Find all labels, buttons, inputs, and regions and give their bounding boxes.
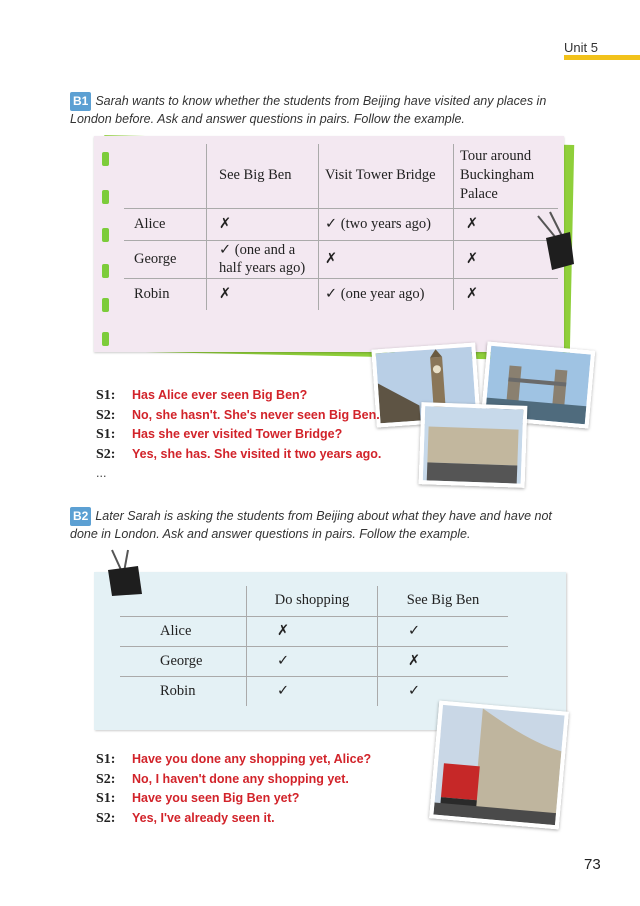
b1-header-tour-buckingham: Tour around Buckingham Palace [454,144,559,208]
cell-tower-bridge: ✓ (one year ago) [319,278,454,310]
b1-instruction-line1: Sarah wants to know whether the students from Beijing have visited any places in [95,94,547,108]
cell-do-shopping: ✓ [247,646,378,676]
cell-see-big-ben: ✗ [378,646,509,676]
binder-ring [102,190,109,204]
b2-header-do-shopping: Do shopping [247,586,378,616]
b1-header-row [124,144,558,208]
b1-badge: B1 [70,92,91,111]
row-name: Alice [120,616,247,646]
b1-instruction-line2: London before. Ask and answer questions in pairs. Follow the example. [70,112,465,126]
b1-instruction [70,92,590,128]
row-name: George [124,240,207,278]
row-name: Robin [124,278,207,310]
b2-header-row [120,586,508,616]
unit-bar [564,55,640,60]
table-row [124,240,558,278]
unit-label: Unit 5 [564,40,598,55]
b1-dialogue [96,386,381,484]
dialogue-line: S2: Yes, I've already seen it. [96,810,275,826]
cell-see-big-ben: ✗ [207,208,319,240]
cell-buckingham: ✗ [454,208,559,240]
cell-tower-bridge: ✗ [319,240,454,278]
dialogue-line: S2: No, I haven't done any shopping yet. [96,771,349,787]
binder-ring [102,264,109,278]
row-name: Alice [124,208,207,240]
cell-see-big-ben: ✓ [378,616,509,646]
b2-instruction-line1: Later Sarah is asking the students from Beijing about what they have and have not [95,509,552,523]
table-row [124,208,558,240]
b2-table [120,586,508,706]
dialogue-line: S1: Has Alice ever seen Big Ben? [96,388,308,403]
cell-do-shopping: ✗ [247,616,378,646]
dialogue-line: S2: No, she hasn't. She's never seen Big Ben. [96,407,380,423]
binder-ring [102,298,109,312]
binder-ring [102,152,109,166]
cell-see-big-ben: ✓ [378,676,509,706]
dialogue-line: S1: Have you seen Big Ben yet? [96,791,300,806]
cell-do-shopping: ✓ [247,676,378,706]
table-row [124,278,558,310]
b1-header-see-big-ben: See Big Ben [207,144,319,208]
buckingham-palace-photo [419,402,528,488]
cell-tower-bridge: ✓ (two years ago) [319,208,454,240]
table-row [120,646,508,676]
row-name: George [120,646,247,676]
dialogue-line: S1: Has she ever visited Tower Bridge? [96,427,343,442]
b2-instruction [70,507,590,543]
page-number: 73 [584,856,601,873]
cell-buckingham: ✗ [454,278,559,310]
b2-instruction-line2: done in London. Ask and answer questions in pairs. Follow the example. [70,527,471,541]
table-row [120,616,508,646]
row-name: Robin [120,676,247,706]
b2-badge: B2 [70,507,91,526]
binder-ring [102,332,109,346]
dialogue-line: S1: Have you done any shopping yet, Alice? [96,752,372,767]
b1-table [124,144,558,310]
b2-header-see-big-ben: See Big Ben [378,586,509,616]
binder-ring [102,228,109,242]
binder-clip-icon [532,210,578,272]
regent-street-photo [429,701,569,830]
dialogue-ellipsis: ... [96,466,107,480]
dialogue-line: S2: Yes, she has. She visited it two years ago. [96,446,382,462]
b1-header-visit-tower-bridge: Visit Tower Bridge [319,144,454,208]
cell-buckingham: ✗ [454,240,559,278]
cell-see-big-ben: ✓ (one and a half years ago) [207,240,319,278]
cell-see-big-ben: ✗ [207,278,319,310]
b2-dialogue [96,750,371,828]
